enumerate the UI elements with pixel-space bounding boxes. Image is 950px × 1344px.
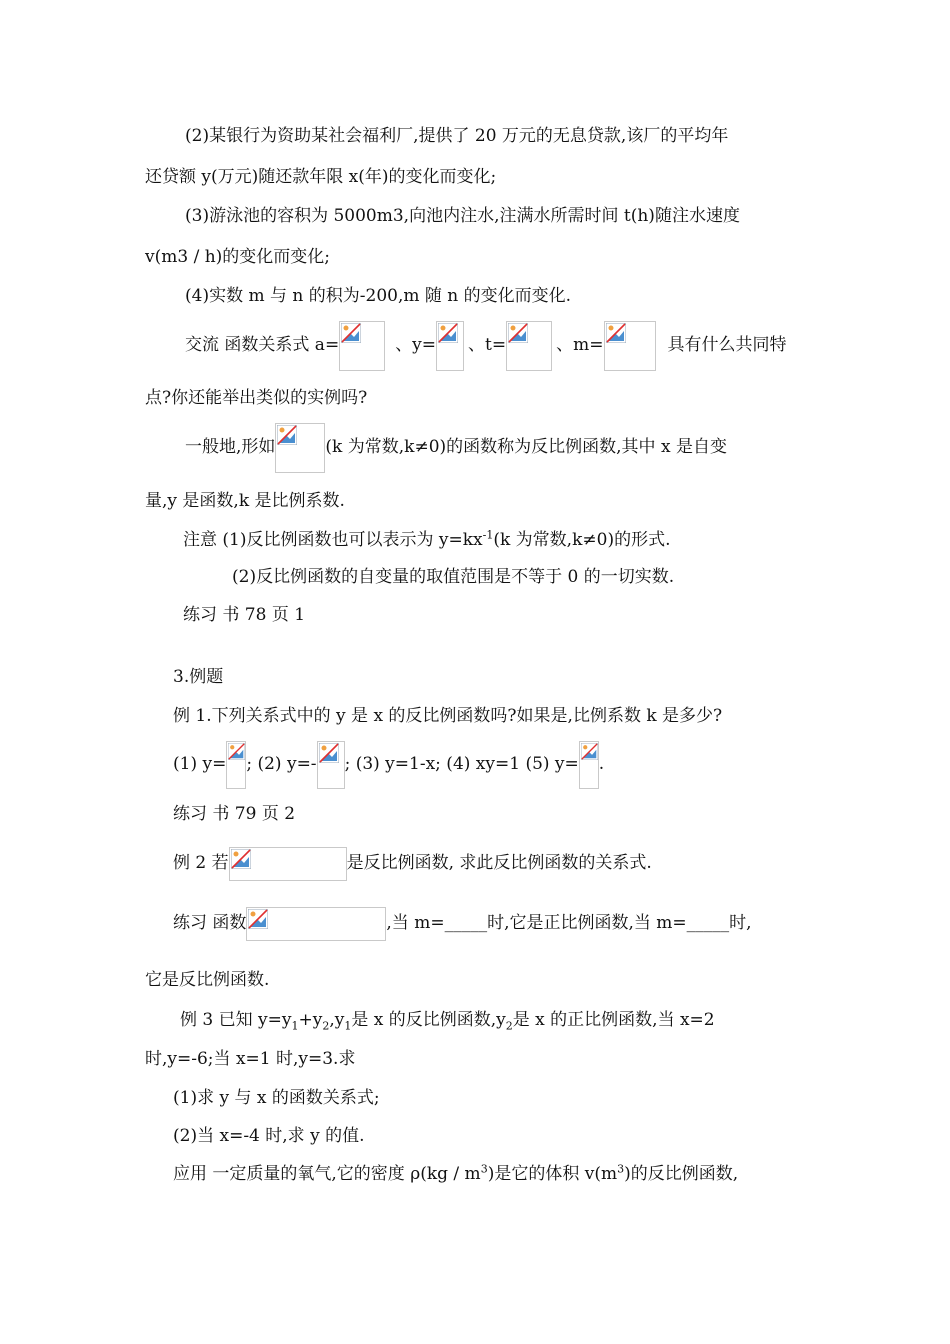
exchange-t: 、t= (468, 335, 507, 355)
note-line2: (2)反比例函数的自变量的取值范围是不等于 0 的一切实数. (232, 567, 675, 587)
broken-image-icon (341, 323, 361, 343)
example-1-items (173, 740, 604, 789)
practice-3-line2: 它是反比例函数. (145, 970, 270, 990)
ex2-lead: 例 2 若 (173, 853, 229, 873)
exchange-tail: 具有什么共同特 (667, 335, 787, 355)
ex2-tail: 是反比例函数, 求此反比例函数的关系式. (346, 853, 652, 873)
ex3-sub3: 1 (344, 1019, 352, 1033)
example-3-line2: 时,y=-6;当 x=1 时,y=3.求 (145, 1049, 356, 1069)
definition-line2: 量,y 是函数,k 是比例系数. (145, 491, 345, 511)
para-2-line2: 还贷额 y(万元)随还款年限 x(年)的变化而变化; (145, 167, 497, 187)
broken-image-icon (606, 323, 626, 343)
app-sup1: 3 (480, 1162, 488, 1176)
note-sup: -1 (482, 528, 494, 542)
formula-image-t (506, 321, 552, 371)
formula-image-def (275, 423, 325, 473)
definition-tail: (k 为常数,k≠0)的函数称为反比例函数,其中 x 是自变 (325, 437, 727, 457)
exchange-m: 、m= (556, 335, 604, 355)
ex3-tail: 是 x 的正比例函数,当 x=2 (512, 1010, 715, 1030)
ex3-mid1: +y (298, 1010, 323, 1030)
example-3-line1 (180, 1008, 715, 1032)
exchange-line (185, 320, 787, 371)
exchange-y: 、y= (395, 335, 437, 355)
broken-image-icon (277, 425, 297, 445)
broken-image-icon (508, 323, 528, 343)
ex1-end: . (598, 754, 605, 774)
app-sup2: 3 (617, 1162, 625, 1176)
formula-image-y (436, 321, 464, 371)
application-line (173, 1162, 738, 1186)
formula-image-ex2 (229, 847, 347, 881)
ex3-sub1: 1 (291, 1019, 299, 1033)
formula-image-ex1-1 (226, 741, 246, 789)
para-2-line1: (2)某银行为资助某社会福利厂,提供了 20 万元的无息贷款,该厂的平均年 (185, 126, 729, 146)
definition-line (185, 422, 727, 473)
definition-lead: 一般地,形如 (185, 437, 276, 457)
ex3-mid3: 是 x 的反比例函数,y (351, 1010, 506, 1030)
ex3-sub2: 2 (322, 1019, 330, 1033)
broken-image-icon (231, 849, 251, 869)
practice-3 (173, 906, 752, 941)
formula-image-lx3 (246, 907, 386, 941)
ex3-sub4: 2 (505, 1019, 513, 1033)
formula-image-ex1-5 (579, 741, 599, 789)
ex1-item2: ; (2) y=- (246, 754, 317, 774)
broken-image-icon (581, 743, 598, 760)
app-lead: 应用 一定质量的氧气,它的密度 ρ(kg / m (173, 1164, 481, 1184)
ex3-mid2: ,y (329, 1010, 345, 1030)
broken-image-icon (228, 743, 245, 760)
app-tail: )的反比例函数, (624, 1164, 739, 1184)
para-4: (4)实数 m 与 n 的积为-200,m 随 n 的变化而变化. (185, 286, 572, 306)
broken-image-icon (438, 323, 458, 343)
lx3-lead: 练习 函数 (173, 913, 247, 933)
example-3-q2: (2)当 x=-4 时,求 y 的值. (173, 1126, 365, 1146)
ex1-item3: ; (3) y=1-x; (4) xy=1 (5) y= (344, 754, 579, 774)
note-lead: 注意 (1)反比例函数也可以表示为 y=kx (183, 530, 483, 550)
practice-2: 练习 书 79 页 2 (173, 804, 296, 824)
app-mid: )是它的体积 v(m (487, 1164, 618, 1184)
practice-1: 练习 书 78 页 1 (183, 605, 306, 625)
broken-image-icon (248, 909, 268, 929)
para-3-line2: v(m3 / h)的变化而变化; (145, 247, 331, 267)
para-3-line1: (3)游泳池的容积为 5000m3,向池内注水,注满水所需时间 t(h)随注水速度 (185, 206, 740, 226)
exchange-lead: 交流 函数关系式 a= (185, 335, 340, 355)
ex3-lead: 例 3 已知 y=y (180, 1010, 292, 1030)
broken-image-icon (319, 743, 339, 763)
example-3-q1: (1)求 y 与 x 的函数关系式; (173, 1088, 380, 1108)
lx3-tail: ,当 m=_____时,它是正比例函数,当 m=_____时, (386, 913, 752, 933)
ex1-item1: (1) y= (173, 754, 227, 774)
formula-image-ex1-2 (317, 741, 345, 789)
example-2 (173, 846, 652, 881)
note-line1 (183, 528, 670, 552)
formula-image-a (339, 321, 385, 371)
exchange-line2: 点?你还能举出类似的实例吗? (145, 388, 368, 408)
note-tail: (k 为常数,k≠0)的形式. (493, 530, 671, 550)
formula-image-m (604, 321, 656, 371)
examples-heading: 3.例题 (173, 667, 224, 687)
example-1-question: 例 1.下列关系式中的 y 是 x 的反比例函数吗?如果是,比例系数 k 是多少? (173, 706, 723, 726)
